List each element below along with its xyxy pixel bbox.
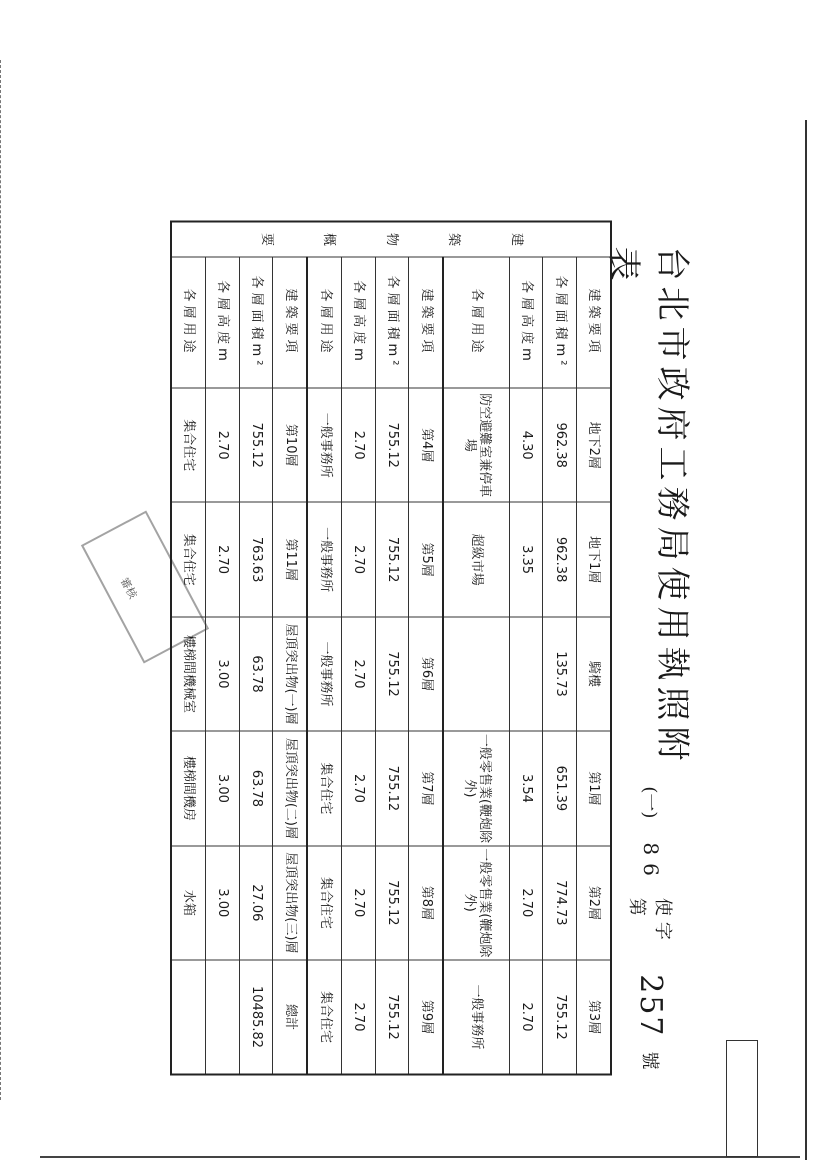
row-label: 建築要項: [273, 257, 308, 388]
table-cell: 騎樓: [576, 617, 611, 731]
table-cell: 3.54: [509, 731, 543, 845]
row-label: 各層高度m: [342, 257, 376, 388]
table-cell: 2.70: [342, 846, 376, 960]
margin-stamp: [726, 1040, 758, 1157]
table-cell: 2.70: [206, 388, 240, 502]
table-cell: 屋頂突出物(二)層: [273, 731, 308, 845]
table-cell: 2.70: [342, 617, 376, 731]
table-cell: 一般事務所: [443, 960, 509, 1074]
table-cell: 集合住宅: [307, 846, 342, 960]
table-cell: 2.70: [342, 731, 376, 845]
table-cell: 962.38: [543, 502, 577, 616]
table-cell: 地下1層: [576, 502, 611, 616]
table-cell: 755.12: [375, 846, 409, 960]
table-cell: 2.70: [342, 502, 376, 616]
bottom-rule: [40, 1156, 800, 1158]
table-cell: 集合住宅: [171, 388, 206, 502]
seal-stamp-text: 審核: [117, 575, 140, 601]
side-char: 要: [259, 232, 275, 246]
table-cell: 一般事務所: [307, 502, 342, 616]
side-char: 建: [508, 232, 524, 246]
table-cell: 第11層: [273, 502, 308, 616]
table-cell: 集合住宅: [307, 731, 342, 845]
table-cell: 防空避難室兼停車場: [443, 388, 509, 502]
table-cell: 962.38: [543, 388, 577, 502]
table-row: [239, 222, 273, 1075]
permit-table: [170, 221, 612, 1076]
table-row: [342, 222, 376, 1075]
table-row: [307, 222, 342, 1075]
table-cell: 第2層: [576, 846, 611, 960]
table-cell: 3.00: [206, 846, 240, 960]
table-row: [509, 222, 543, 1075]
table-cell: 755.12: [375, 960, 409, 1074]
table-row: [171, 222, 206, 1075]
permit-year: 86: [639, 842, 663, 884]
table-cell: [171, 960, 206, 1074]
side-char: 物: [383, 232, 399, 246]
permit-word: 使字第: [626, 897, 673, 946]
permit-suffix: 號: [639, 1051, 660, 1076]
table-cell: 第10層: [273, 388, 308, 502]
table-cell: 一般零售業(鞭炮除外): [443, 731, 509, 845]
table-cell: 755.12: [543, 960, 577, 1074]
row-label: 各層高度m: [509, 257, 543, 388]
table-cell: 集合住宅: [171, 502, 206, 616]
table-row: [206, 222, 240, 1075]
table-row: [375, 222, 409, 1075]
table-cell: 755.12: [239, 388, 273, 502]
scan-left-edge: [0, 60, 3, 1100]
table-cell: 地下2層: [576, 388, 611, 502]
table-cell: 135.73: [543, 617, 577, 731]
table-cell: [443, 617, 509, 731]
table-cell: 763.63: [239, 502, 273, 616]
table-cell: 屋頂突出物(三)層: [273, 846, 308, 960]
table-cell: 第6層: [409, 617, 444, 731]
table-row: [576, 222, 611, 1075]
table-cell: 第7層: [409, 731, 444, 845]
table-cell: 第9層: [409, 960, 444, 1074]
table-row: [543, 222, 577, 1075]
table-cell: 4.30: [509, 388, 543, 502]
table-cell: 超級市場: [443, 502, 509, 616]
table-cell: 774.73: [543, 846, 577, 960]
table-cell: 755.12: [375, 502, 409, 616]
form-title-paren: (一): [639, 786, 660, 819]
table-row: [443, 222, 509, 1075]
table-cell: 63.78: [239, 617, 273, 731]
side-char: 築: [446, 232, 462, 246]
row-label: 各層用途: [307, 257, 342, 388]
table-cell: 755.12: [375, 617, 409, 731]
table-cell: 第8層: [409, 846, 444, 960]
table-cell: 一般事務所: [307, 388, 342, 502]
table-cell: 第4層: [409, 388, 444, 502]
table-cell: [509, 617, 543, 731]
side-char: 概: [321, 232, 337, 246]
row-label: 各層面積m²: [375, 257, 409, 388]
table-cell: 樓梯間機房: [171, 731, 206, 845]
row-label: 各層高度m: [206, 257, 240, 388]
table-cell: 3.00: [206, 617, 240, 731]
row-label: 建築要項: [409, 257, 444, 388]
scan-right-edge: [805, 120, 807, 1160]
form-title-text: 台北市政府工務局使用執照附表: [603, 246, 692, 767]
permit-annex-form: [170, 221, 690, 1076]
table-row: [409, 222, 444, 1075]
table-cell: 第5層: [409, 502, 444, 616]
table-cell: 第3層: [576, 960, 611, 1074]
table-cell: 一般事務所: [307, 617, 342, 731]
table-cell: 一般零售業(鞭炮除外): [443, 846, 509, 960]
table-cell: 755.12: [375, 731, 409, 845]
table-cell: 755.12: [375, 388, 409, 502]
table-cell: 27.06: [239, 846, 273, 960]
table-cell: 第1層: [576, 731, 611, 845]
permit-number: 257: [633, 974, 669, 1038]
table-cell: 63.78: [239, 731, 273, 845]
table-cell: [206, 960, 240, 1074]
table-cell: 3.35: [509, 502, 543, 616]
table-cell: 10485.82: [239, 960, 273, 1074]
table-cell: 水箱: [171, 846, 206, 960]
table-cell: 2.70: [206, 502, 240, 616]
table-cell: 屋頂突出物(一)層: [273, 617, 308, 731]
table-row: [273, 222, 308, 1075]
table-cell: 3.00: [206, 731, 240, 845]
side-heading: [171, 222, 611, 258]
table-cell: 651.39: [543, 731, 577, 845]
table-cell: 2.70: [342, 388, 376, 502]
table-cell: 集合住宅: [307, 960, 342, 1074]
table-cell: 2.70: [342, 960, 376, 1074]
table-cell: 樓梯間機械室: [171, 617, 206, 731]
table-cell: 2.70: [509, 846, 543, 960]
row-label: 各層面積m²: [239, 257, 273, 388]
table-cell: 2.70: [509, 960, 543, 1074]
form-title: [603, 221, 692, 1076]
row-label: 各層用途: [443, 257, 509, 388]
row-label: 各層面積m²: [543, 257, 577, 388]
row-label: 各層用途: [171, 257, 206, 388]
row-label: 建築要項: [576, 257, 611, 388]
table-cell: 總計: [273, 960, 308, 1074]
